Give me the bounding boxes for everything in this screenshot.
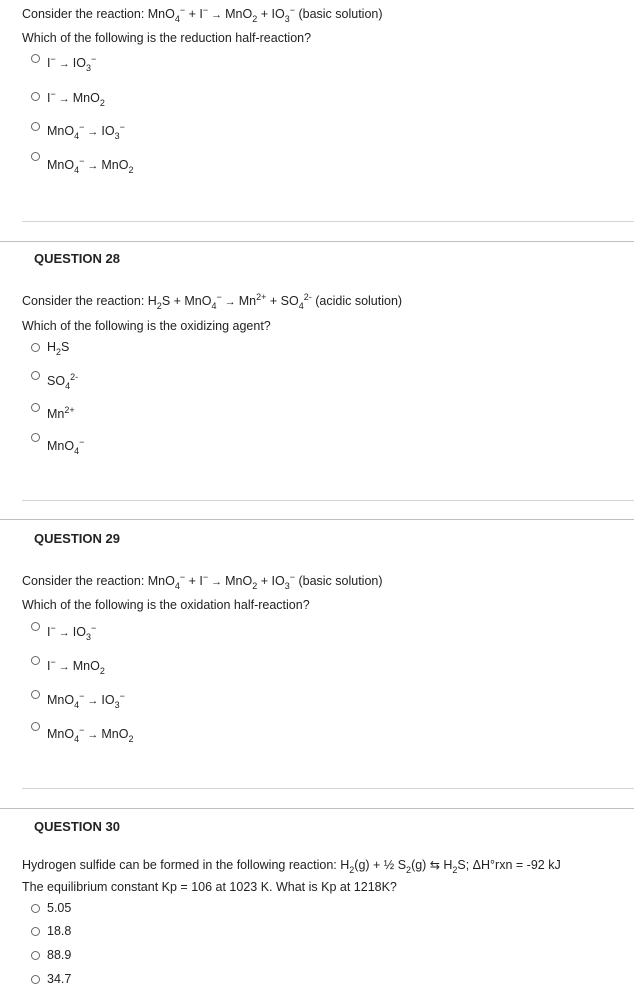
q28-option-3[interactable]: $Mn^{2+}$ bbox=[47, 405, 75, 421]
q27-option-3[interactable]: $MnO_4^- \to IO_3^-$ bbox=[47, 122, 125, 141]
q29-option-2-radio[interactable] bbox=[31, 656, 40, 665]
q28-prompt-prefix: Consider the reaction: bbox=[22, 294, 145, 308]
q27-option-4-radio[interactable] bbox=[31, 152, 40, 161]
q28-condition: (acidic solution) bbox=[315, 294, 403, 308]
q27-option-3-radio[interactable] bbox=[31, 122, 40, 131]
q30-option-3[interactable]: 88.9 bbox=[47, 948, 72, 962]
separator bbox=[22, 500, 634, 501]
q29-option-3[interactable]: $MnO_4^- \to IO_3^-$ bbox=[47, 691, 125, 710]
q29-question: Which of the following is the oxidation half-reaction? bbox=[22, 598, 310, 612]
q29-reaction-line: Consider the reaction: $MnO_4^- + I^- \to MnO_2 + IO_3^-$ (basic solution) bbox=[22, 572, 383, 591]
question-divider bbox=[0, 808, 634, 809]
q29-option-4-radio[interactable] bbox=[31, 722, 40, 731]
q28-option-1-radio[interactable] bbox=[31, 343, 40, 352]
q27-option-1-radio[interactable] bbox=[31, 54, 40, 63]
q30-option-4-radio[interactable] bbox=[31, 975, 40, 984]
q30-option-1-radio[interactable] bbox=[31, 904, 40, 913]
q30-heading: QUESTION 30 bbox=[34, 819, 120, 834]
separator bbox=[22, 221, 634, 222]
q28-option-4[interactable]: MnO$_4$− bbox=[47, 437, 85, 456]
q29-option-1-radio[interactable] bbox=[31, 622, 40, 631]
question-divider bbox=[0, 519, 634, 520]
q30-prompt: Hydrogen sulfide can be formed in the following reaction: $H_2(g)$ + ½ $S_2(g)$ ⇆ $H_2S$; ΔH°rxn = -92 kJ bbox=[22, 858, 561, 875]
q27-option-2[interactable]: I− → MnO$_2$ bbox=[47, 89, 105, 108]
q27-question: Which of the following is the reduction half-reaction? bbox=[22, 31, 312, 45]
q27-option-2-radio[interactable] bbox=[31, 92, 40, 101]
q28-option-2-radio[interactable] bbox=[31, 371, 40, 380]
q29-prompt-prefix: Consider the reaction: bbox=[22, 574, 145, 588]
question-divider bbox=[0, 241, 634, 242]
q30-option-1[interactable]: 5.05 bbox=[47, 901, 72, 915]
q30-option-2-radio[interactable] bbox=[31, 927, 40, 936]
separator bbox=[22, 788, 634, 789]
q28-reaction-line: Consider the reaction: $H_2S + MnO_4^- \to Mn^{2+} + SO_4^{2-}$ (acidic solution) bbox=[22, 292, 403, 311]
q28-question: Which of the following is the oxidizing agent? bbox=[22, 319, 271, 333]
q27-option-4[interactable]: MnO$_4$− → MnO$_2$ bbox=[47, 156, 134, 175]
q27-prompt-prefix: Consider the reaction: bbox=[22, 7, 145, 21]
q28-heading: QUESTION 28 bbox=[34, 251, 120, 266]
q30-question: The equilibrium constant Kp = 106 at 1023 K. What is Kp at 1218K? bbox=[22, 880, 397, 894]
q27-option-1[interactable]: $I^- \to IO_3^-$ bbox=[47, 54, 97, 73]
q29-condition: (basic solution) bbox=[298, 574, 383, 588]
q29-option-4[interactable]: MnO$_4$− → MnO$_2$ bbox=[47, 725, 134, 744]
q30-option-3-radio[interactable] bbox=[31, 951, 40, 960]
q29-heading: QUESTION 29 bbox=[34, 531, 120, 546]
q30-option-4[interactable]: 34.7 bbox=[47, 972, 72, 986]
q29-option-2[interactable]: I− → MnO$_2$ bbox=[47, 657, 105, 676]
q28-option-1[interactable]: $H_2S$ bbox=[47, 340, 70, 357]
q30-option-2[interactable]: 18.8 bbox=[47, 924, 72, 938]
q28-option-4-radio[interactable] bbox=[31, 433, 40, 442]
q28-option-2[interactable]: $SO_4^{2-}$ bbox=[47, 372, 79, 391]
q29-option-3-radio[interactable] bbox=[31, 690, 40, 699]
q27-condition: (basic solution) bbox=[298, 7, 383, 21]
q28-option-3-radio[interactable] bbox=[31, 403, 40, 412]
q29-option-1[interactable]: $I^- \to IO_3^-$ bbox=[47, 623, 97, 642]
q27-reaction-line: Consider the reaction: $MnO_4^- + I^- \to MnO_2 + IO_3^-$ (basic solution) bbox=[22, 5, 383, 24]
